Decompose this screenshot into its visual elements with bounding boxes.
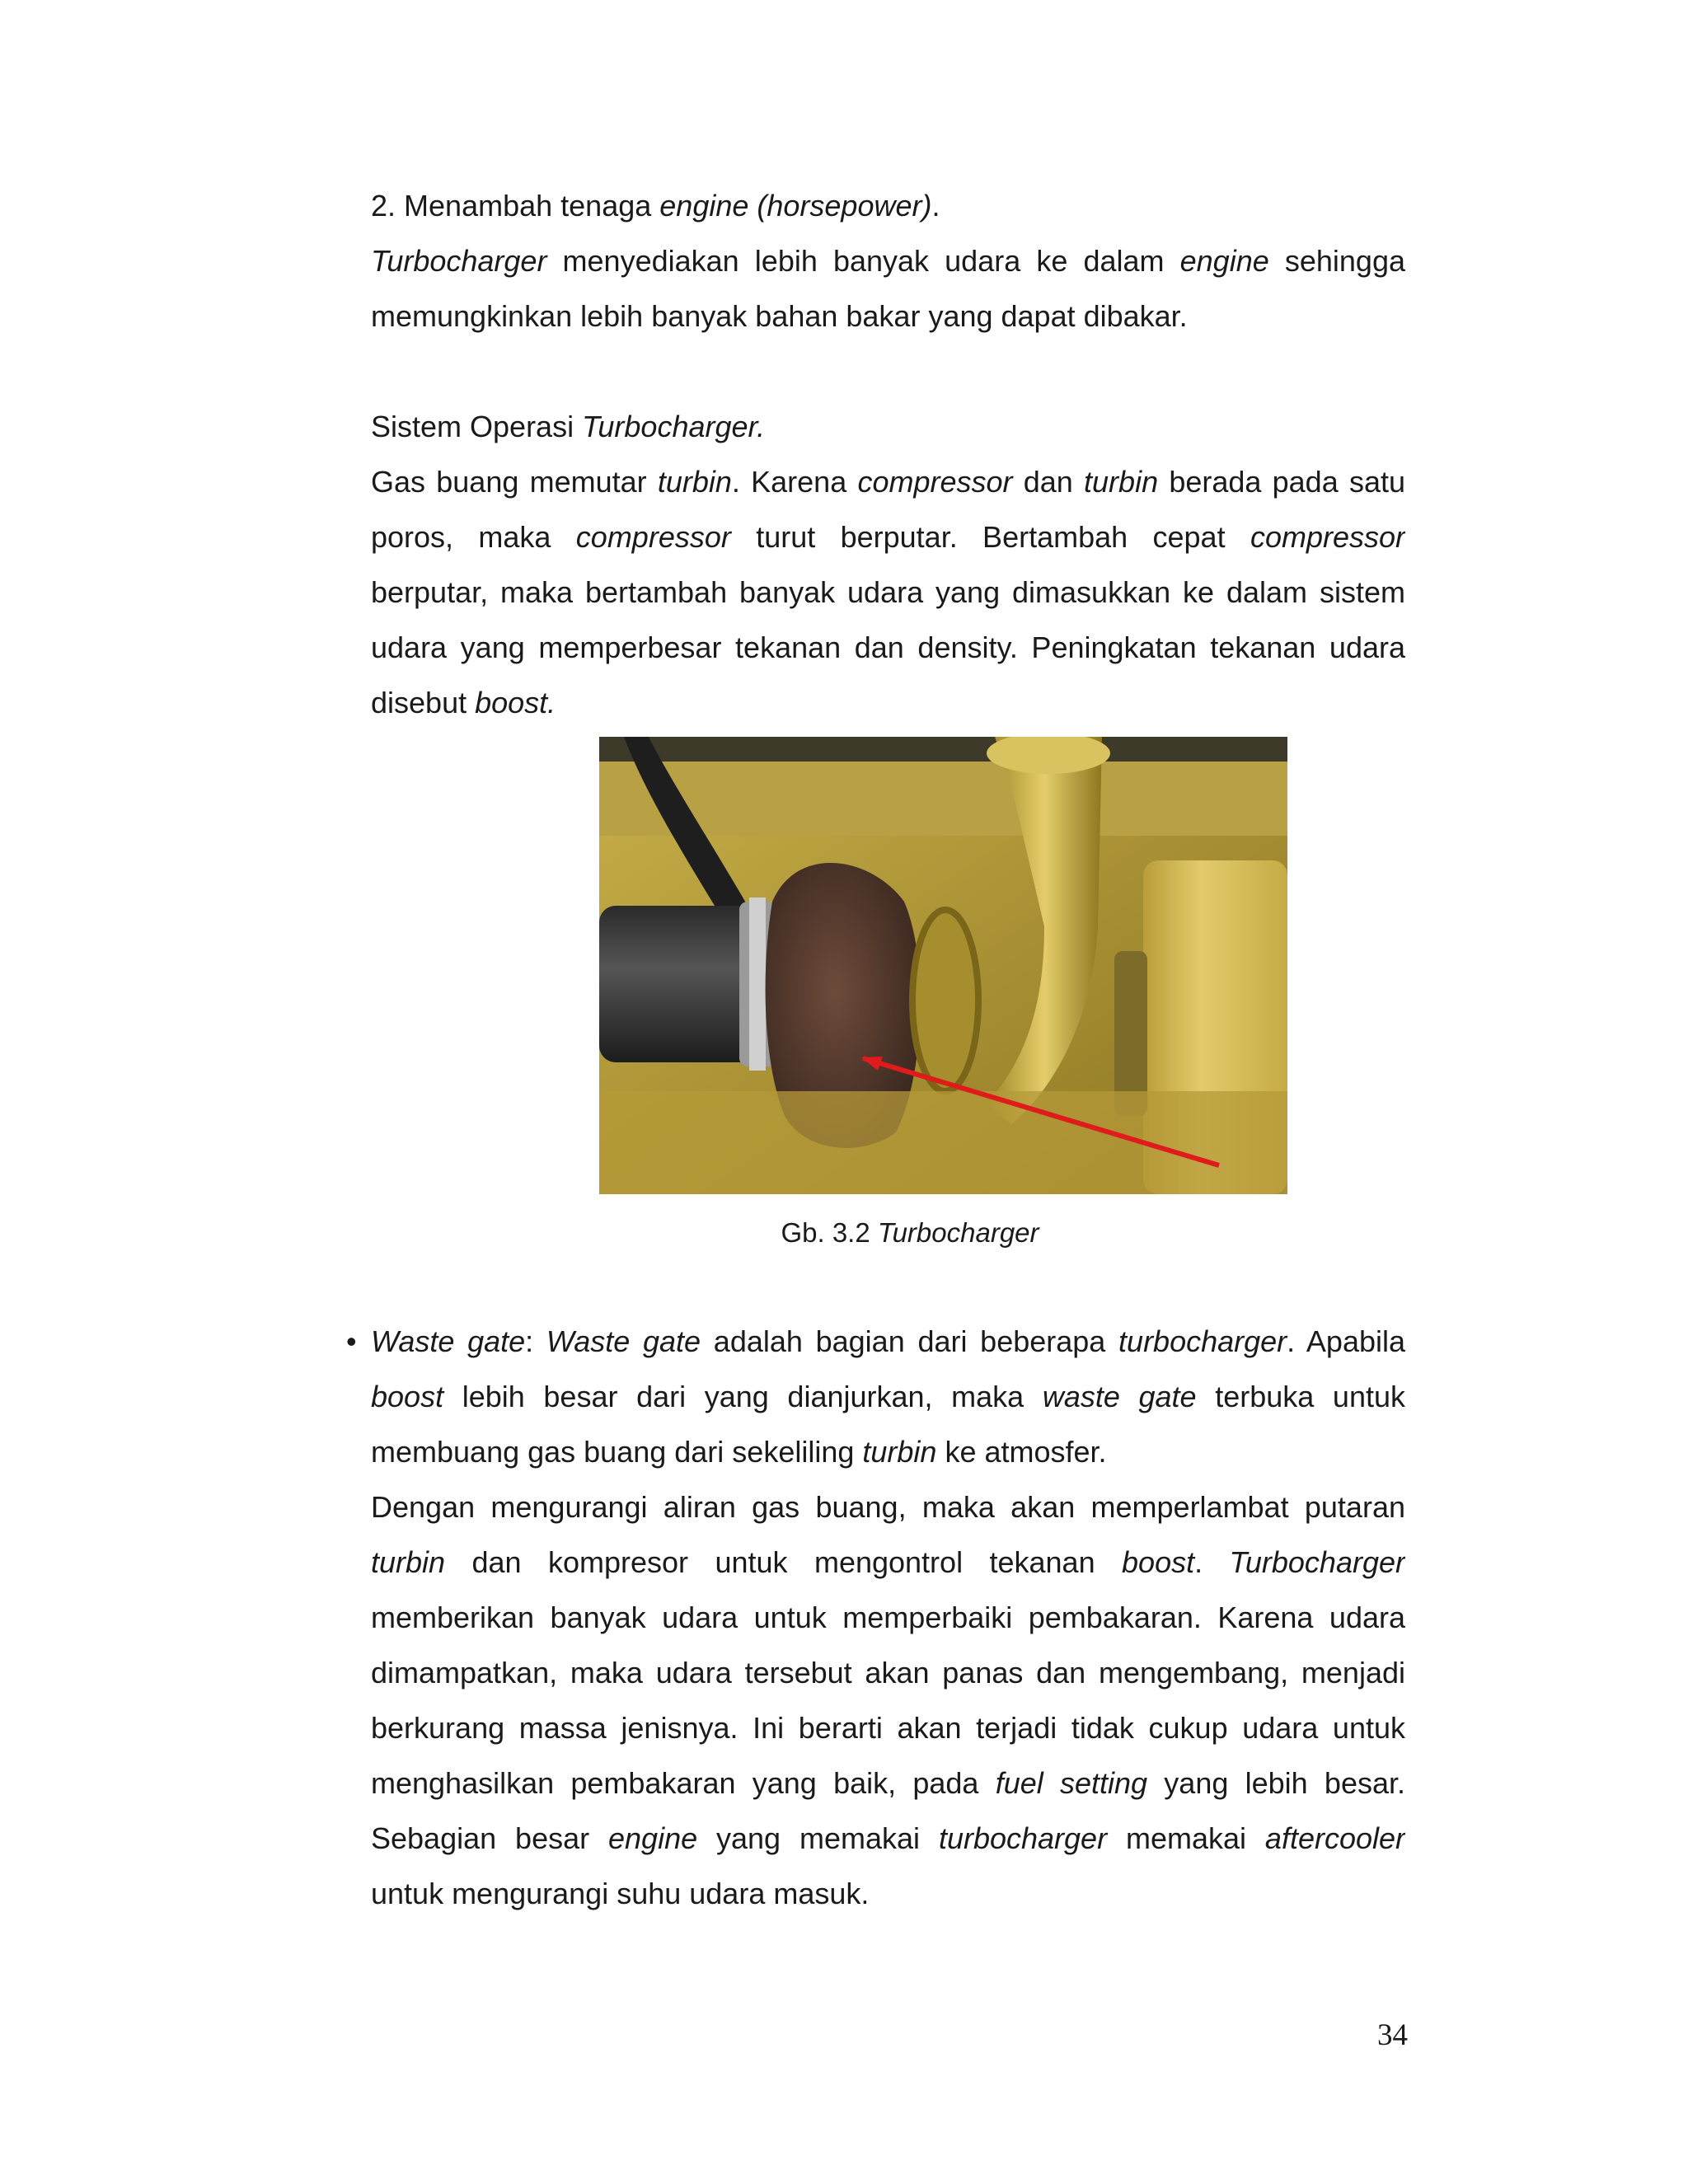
- paragraph-line: boost lebih besar dari yang dianjurkan, maka waste gate terbuka untuk: [371, 1380, 1405, 1413]
- section-engine-power: [371, 178, 1405, 344]
- paragraph-line: poros, maka compressor turut berputar. Bertambah cepat compressor: [371, 520, 1405, 554]
- item-heading: 2. Menambah tenaga engine (horsepower).: [371, 189, 940, 223]
- paragraph-line: memberikan banyak udara untuk memperbaiki pembakaran. Karena udara: [371, 1601, 1405, 1634]
- section-heading: Sistem Operasi Turbocharger.: [371, 410, 766, 443]
- paragraph-line: untuk mengurangi suhu udara masuk.: [371, 1877, 870, 1910]
- paragraph-line: memungkinkan lebih banyak bahan bakar yang dapat dibakar.: [371, 299, 1188, 333]
- page-number: 34: [1377, 2018, 1408, 2052]
- turbocharger-photo: [599, 737, 1287, 1194]
- bullet-icon: •: [346, 1324, 357, 1358]
- item-number: 2.: [371, 189, 396, 223]
- paragraph-line: berputar, maka bertambah banyak udara yang dimasukkan ke dalam sistem: [371, 575, 1405, 609]
- section-waste-gate: [346, 1314, 1405, 1921]
- paragraph-line: Waste gate: Waste gate adalah bagian dari beberapa turbocharger. Apabila: [371, 1324, 1405, 1358]
- paragraph-line: Sebagian besar engine yang memakai turbocharger memakai aftercooler: [371, 1821, 1405, 1855]
- paragraph-line: menghasilkan pembakaran yang baik, pada fuel setting yang lebih besar.: [371, 1766, 1405, 1800]
- paragraph-line: membuang gas buang dari sekeliling turbin ke atmosfer.: [371, 1435, 1107, 1469]
- paragraph-line: turbin dan kompresor untuk mengontrol tekanan boost. Turbocharger: [371, 1545, 1405, 1579]
- figure-caption: Gb. 3.2 Turbocharger: [781, 1217, 1039, 1248]
- paragraph-line: udara yang memperbesar tekanan dan density. Peningkatan tekanan udara: [371, 630, 1405, 664]
- paragraph-line: Gas buang memutar turbin. Karena compressor dan turbin berada pada satu: [371, 465, 1405, 499]
- paragraph-line: Turbocharger menyediakan lebih banyak udara ke dalam engine sehingga: [371, 244, 1405, 278]
- paragraph-line: Dengan mengurangi aliran gas buang, maka akan memperlambat putaran: [371, 1490, 1405, 1524]
- paragraph-line: disebut boost.: [371, 686, 556, 719]
- turbocharger-illustration: [599, 737, 1287, 1194]
- section-turbo-operation: [371, 399, 1405, 730]
- paragraph-line: berkurang massa jenisnya. Ini berarti akan terjadi tidak cukup udara untuk: [371, 1711, 1405, 1745]
- paragraph-line: dimampatkan, maka udara tersebut akan panas dan mengembang, menjadi: [371, 1656, 1405, 1690]
